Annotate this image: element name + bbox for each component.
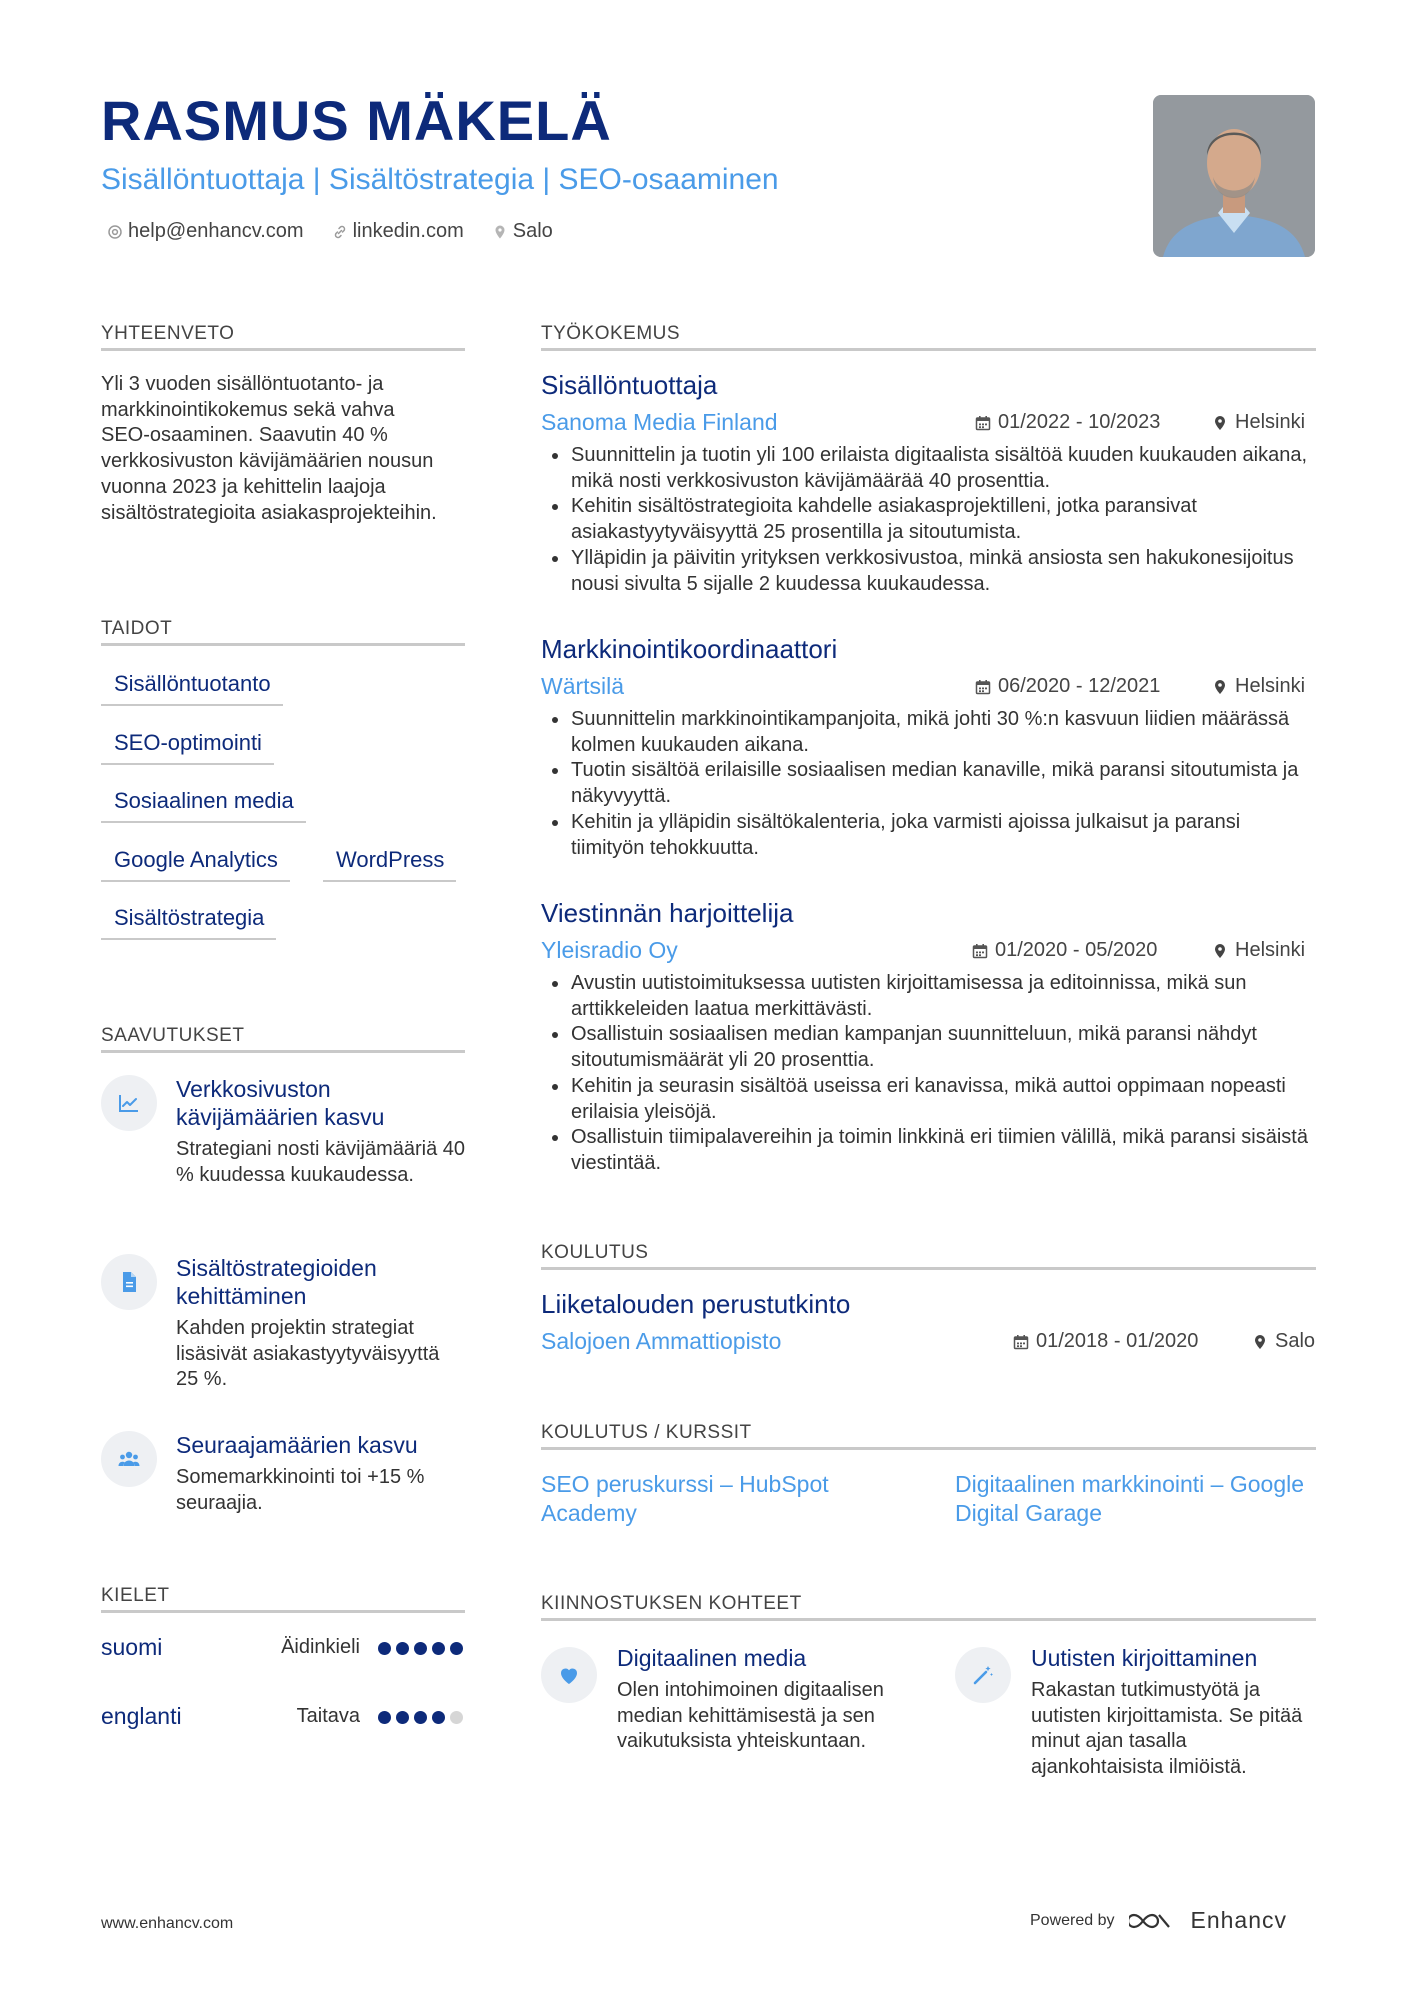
at-icon (107, 224, 123, 240)
job-bullet: Suunnittelin ja tuotin yli 100 erilaista digitaalista sisältöä kuuden kuukauden aikana, mikä nosti verkkosivuston kävijämäärää 40 prosenttia. (543, 443, 1318, 494)
document-icon (117, 1270, 141, 1294)
skill-tag: Sosiaalinen media (101, 788, 306, 823)
map-pin-icon (1212, 415, 1228, 431)
job-bullet: Ylläpidin ja päivitin yrityksen verkkosivustoa, minkä ansiosta sen hakukonesijoitus nousi sivulta 5 sijalle 2 kuudessa kuukaudessa. (543, 546, 1318, 597)
rating-dot-filled (414, 1711, 427, 1724)
language-rating (378, 1642, 463, 1655)
education-dates-text: 01/2018 - 01/2020 (1036, 1330, 1199, 1352)
rating-dot-empty (450, 1711, 463, 1724)
achievement-icon-wrap (101, 1075, 157, 1131)
skill-tag: Google Analytics (101, 847, 290, 882)
job-location-text: Helsinki (1235, 411, 1306, 433)
job-bullet: Kehitin ja seurasin sisältöä useissa eri kanavissa, mikä auttoi oppimaan nopeasti erilaisia yleisöjä. (543, 1074, 1318, 1125)
candidate-title: Sisällöntuottaja | Sisältöstrategia | SEO-osaaminen (101, 163, 779, 196)
course-item: SEO peruskurssi – HubSpot Academy (541, 1471, 829, 1526)
language-name: suomi (101, 1634, 163, 1660)
interest-title: Digitaalinen media (617, 1645, 807, 1671)
achievement-title: Verkkosivuston kävijämäärien kasvu (176, 1076, 385, 1130)
job-title: Sisällöntuottaja (541, 370, 718, 400)
magic-wand-icon (971, 1663, 995, 1687)
skills-divider (101, 643, 465, 646)
map-pin-icon (1252, 1334, 1268, 1350)
job-bullets (543, 707, 1318, 861)
courses-divider (541, 1447, 1316, 1450)
enhancv-logo-icon (1129, 1909, 1177, 1933)
contact-linkedin-text: linkedin.com (352, 220, 464, 242)
job-dates (972, 939, 1157, 962)
language-level: Äidinkieli (281, 1636, 360, 1658)
rating-dot-filled (396, 1711, 409, 1724)
interest-item (617, 1645, 917, 1755)
job-bullet: Avustin uutistoimituksessa uutisten kirjoittamisessa ja editoinnissa, mikä sun arttikkeleiden laatua merkittävästi. (543, 971, 1318, 1022)
contact-bar (107, 220, 553, 243)
language-name: englanti (101, 1703, 182, 1729)
skill-tag: Sisällöntuotanto (101, 671, 283, 706)
education-location (1252, 1330, 1315, 1353)
contact-location-text: Salo (512, 220, 553, 242)
job-title: Markkinointikoordinaattori (541, 634, 838, 664)
achievement-desc: Somemarkkinointi toi +15 % seuraajia. (176, 1466, 425, 1514)
job-company: Yleisradio Oy (541, 937, 678, 963)
job-location-text: Helsinki (1235, 675, 1306, 697)
interest-icon-wrap (541, 1647, 597, 1703)
job-company: Sanoma Media Finland (541, 409, 778, 435)
candidate-name: RASMUS MÄKELÄ (101, 89, 612, 152)
language-level: Taitava (296, 1705, 360, 1727)
interests-heading: KIINNOSTUKSEN KOHTEET (541, 1593, 802, 1614)
achievement-title: Sisältöstrategioiden kehittäminen (176, 1255, 377, 1309)
skills-heading: TAIDOT (101, 618, 173, 639)
job-bullet: Suunnittelin markkinointikampanjoita, mikä johti 30 %:n kasvuun liidien määrässä kolmen kuukauden aikana. (543, 707, 1318, 758)
interest-title: Uutisten kirjoittaminen (1031, 1645, 1258, 1671)
course-item: Digitaalinen markkinointi – Google Digital Garage (955, 1471, 1305, 1526)
job-bullets (543, 971, 1318, 1177)
users-icon (117, 1447, 141, 1471)
interest-desc: Rakastan tutkimustyötä ja uutisten kirjoittamista. Se pitää minut ajan tasalla ajankohtaisista ilmiöistä. (1031, 1679, 1303, 1779)
skill-tag: Sisältöstrategia (101, 905, 276, 940)
contact-location (492, 220, 553, 243)
job-dates (975, 675, 1160, 698)
powered-by-text: Powered by (1030, 1911, 1115, 1929)
job-company: Wärtsilä (541, 673, 625, 699)
calendar-icon (975, 415, 991, 431)
interest-icon-wrap (955, 1647, 1011, 1703)
job-dates-text: 01/2020 - 05/2020 (995, 939, 1158, 961)
summary-divider (101, 348, 465, 351)
job-location (1212, 939, 1305, 962)
interest-desc: Olen intohimoinen digitaalisen median kehittämisestä ja sen vaikutuksista yhteiskuntaan. (617, 1679, 884, 1753)
contact-linkedin[interactable] (332, 220, 464, 243)
achievement-item (176, 1431, 466, 1516)
job-bullet: Osallistuin tiimipalavereihin ja toimin linkkinä eri tiimien välillä, mikä paransi sisäistä viestintää. (543, 1125, 1318, 1176)
rating-dot-filled (414, 1642, 427, 1655)
job-location-text: Helsinki (1235, 939, 1306, 961)
contact-email[interactable] (107, 220, 304, 243)
achievement-item (176, 1075, 466, 1188)
job-bullet: Tuotin sisältöä erilaisille sosiaalisen median kanaville, mikä paransi sitoutumista ja näkyvyyttä. (543, 758, 1318, 809)
rating-dot-filled (396, 1642, 409, 1655)
skill-tag: WordPress (323, 847, 456, 882)
footer-website[interactable]: www.enhancv.com (101, 1915, 234, 1932)
education-school: Salojoen Ammattiopisto (541, 1328, 782, 1354)
education-degree: Liiketalouden perustutkinto (541, 1289, 851, 1319)
job-title: Viestinnän harjoittelija (541, 898, 794, 928)
profile-photo (1153, 95, 1315, 257)
heart-icon (557, 1663, 581, 1687)
achievements-divider (101, 1050, 465, 1053)
rating-dot-filled (378, 1711, 391, 1724)
map-pin-icon (492, 224, 508, 240)
job-location (1212, 411, 1305, 434)
map-pin-icon (1212, 943, 1228, 959)
education-divider (541, 1267, 1316, 1270)
map-pin-icon (1212, 679, 1228, 695)
education-location-text: Salo (1275, 1330, 1316, 1352)
interest-item (1031, 1645, 1321, 1781)
courses-heading: KOULUTUS / KURSSIT (541, 1422, 752, 1443)
job-bullets (543, 443, 1318, 597)
achievement-title: Seuraajamäärien kasvu (176, 1432, 418, 1458)
achievement-item (176, 1254, 466, 1393)
languages-divider (101, 1610, 465, 1613)
job-dates-text: 06/2020 - 12/2021 (998, 675, 1161, 697)
calendar-icon (972, 943, 988, 959)
rating-dot-filled (450, 1642, 463, 1655)
education-heading: KOULUTUS (541, 1242, 649, 1263)
job-bullet: Osallistuin sosiaalisen median kampanjan suunnitteluun, mikä paransi nähdyt sitoutumismäärät yli 20 prosenttia. (543, 1022, 1318, 1073)
achievement-icon-wrap (101, 1431, 157, 1487)
job-dates (975, 411, 1160, 434)
summary-text: Yli 3 vuoden sisällöntuotanto- ja markkinointikokemus sekä vahva SEO-osaaminen. Saavutin 40 % verkkosivuston kävijämäärien nousun vuonna 2023 ja kehittelin laajoja sisältöstrategioita asiakasprojekteihin. (101, 373, 437, 524)
contact-email-text: help@enhancv.com (128, 220, 304, 242)
calendar-icon (1013, 1334, 1029, 1350)
calendar-icon (975, 679, 991, 695)
languages-heading: KIELET (101, 1585, 170, 1606)
chart-line-icon (117, 1091, 141, 1115)
achievements-heading: SAAVUTUKSET (101, 1025, 245, 1046)
interests-divider (541, 1618, 1316, 1621)
education-dates (1013, 1330, 1198, 1353)
rating-dot-filled (432, 1711, 445, 1724)
skill-tag: SEO-optimointi (101, 730, 274, 765)
rating-dot-filled (378, 1642, 391, 1655)
achievement-desc: Kahden projektin strategiat lisäsivät asiakastyytyväisyyttä 25 %. (176, 1317, 440, 1391)
link-icon (332, 224, 348, 240)
experience-divider (541, 348, 1316, 351)
achievement-desc: Strategiani nosti kävijämääriä 40 % kuudessa kuukaudessa. (176, 1138, 466, 1186)
experience-heading: TYÖKOKEMUS (541, 323, 681, 344)
brand-name: Enhancv (1190, 1907, 1288, 1933)
job-bullet: Kehitin sisältöstrategioita kahdelle asiakasprojektilleni, jotka paransivat asiakastyytyväisyyttä 25 prosentilla ja sitoutumista. (543, 494, 1318, 545)
rating-dot-filled (432, 1642, 445, 1655)
language-rating (378, 1711, 463, 1724)
job-dates-text: 01/2022 - 10/2023 (998, 411, 1161, 433)
job-location (1212, 675, 1305, 698)
job-bullet: Kehitin ja ylläpidin sisältökalenteria, joka varmisti ajoissa julkaisut ja paransi tiimityön tehokkuutta. (543, 810, 1318, 861)
summary-heading: YHTEENVETO (101, 323, 235, 344)
achievement-icon-wrap (101, 1254, 157, 1310)
footer-branding[interactable] (1030, 1907, 1287, 1934)
